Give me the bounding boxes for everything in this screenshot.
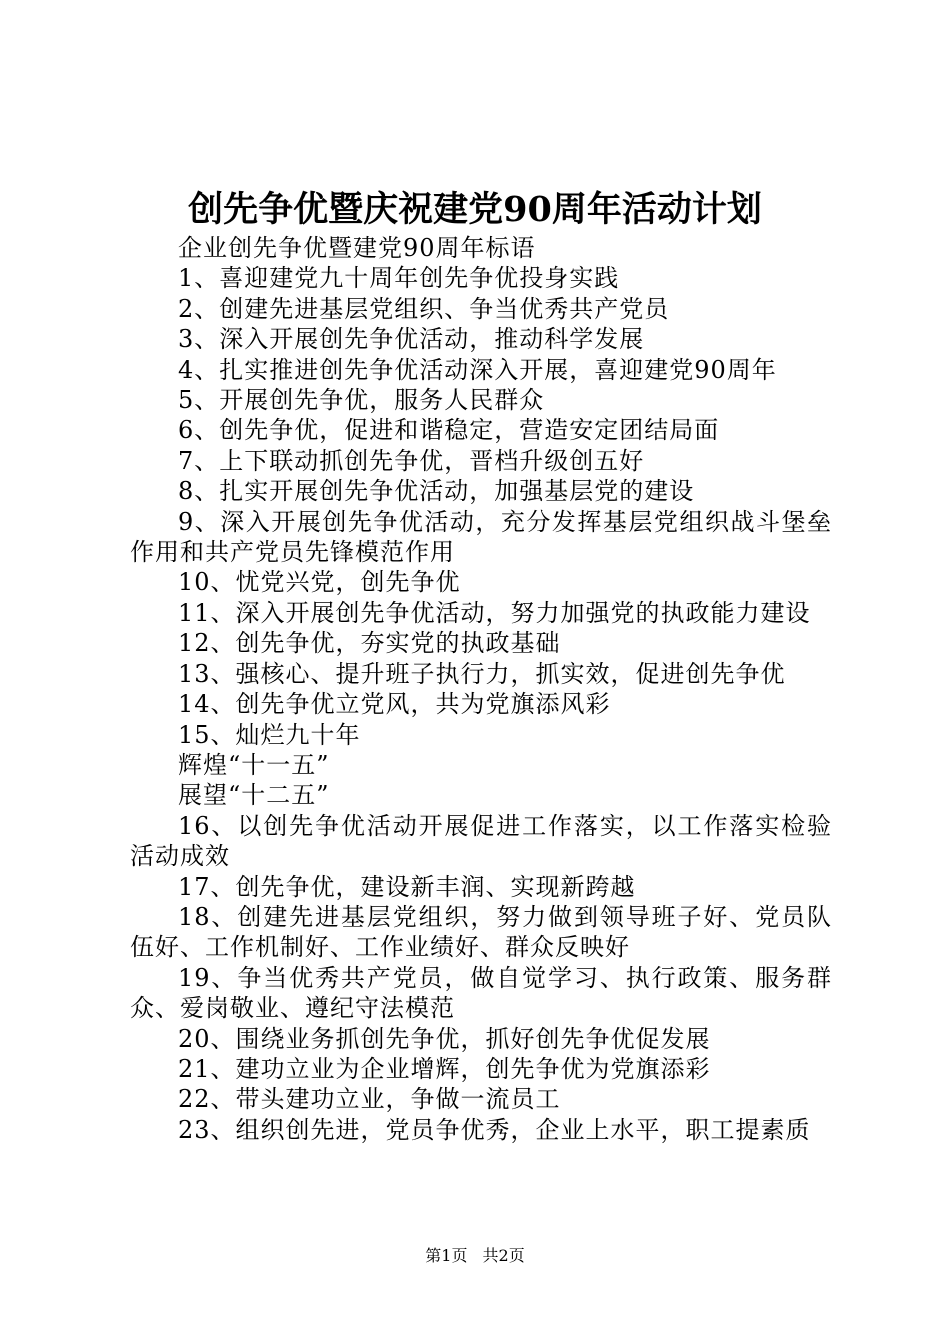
slogan-paragraph: 20、围绕业务抓创先争优，抓好创先争优促发展 [178, 1024, 711, 1053]
slogan-paragraph: 展望“十二五” [178, 781, 330, 810]
slogan-paragraph: 17、创先争优，建设新丰润、实现新跨越 [178, 872, 636, 901]
slogan-paragraph: 11、深入开展创先争优活动，努力加强党的执政能力建设 [178, 598, 811, 627]
document-body [130, 233, 832, 1145]
slogan-paragraph: 6、创先争优，促进和谐稳定，营造安定团结局面 [178, 416, 720, 445]
slogan-paragraph: 21、建功立业为企业增辉，创先争优为党旗添彩 [178, 1054, 711, 1083]
slogan-paragraph: 辉煌“十一五” [178, 750, 330, 779]
document-title: 创先争优暨庆祝建党90周年活动计划 [188, 189, 762, 230]
page-total: 共2页 [482, 1246, 525, 1265]
page-number: 第1页 [425, 1246, 468, 1265]
slogan-paragraph: 4、扎实推进创先争优活动深入开展，喜迎建党90周年 [178, 355, 777, 384]
slogan-paragraph: 2、创建先进基层党组织、争当优秀共产党员 [178, 294, 670, 323]
slogan-paragraph: 5、开展创先争优，服务人民群众 [178, 386, 545, 415]
slogan-paragraph: 1、喜迎建党九十周年创先争优投身实践 [178, 264, 620, 293]
slogan-paragraph: 13、强核心、提升班子执行力，抓实效，促进创先争优 [178, 659, 786, 688]
slogan-paragraph: 22、带头建功立业，争做一流员工 [178, 1085, 561, 1114]
slogan-paragraph: 16、以创先争优活动开展促进工作落实，以工作落实检验活动成效 [130, 811, 832, 871]
slogan-paragraph: 19、争当优秀共产党员，做自觉学习、执行政策、服务群众、爱岗敬业、遵纪守法模范 [130, 963, 832, 1023]
slogan-paragraph: 23、组织创先进，党员争优秀，企业上水平，职工提素质 [178, 1115, 811, 1144]
slogan-paragraph: 12、创先争优，夯实党的执政基础 [178, 629, 561, 658]
slogan-paragraph: 7、上下联动抓创先争优，晋档升级创五好 [178, 446, 645, 475]
slogan-paragraph: 9、深入开展创先争优活动，充分发挥基层党组织战斗堡垒作用和共产党员先锋模范作用 [130, 507, 832, 567]
slogan-paragraph: 10、忧党兴党，创先争优 [178, 568, 461, 597]
slogan-paragraph: 15、灿烂九十年 [178, 720, 361, 749]
slogan-paragraph: 18、创建先进基层党组织，努力做到领导班子好、党员队伍好、工作机制好、工作业绩好、群众反映好 [130, 902, 832, 962]
page-footer [0, 1244, 950, 1268]
slogan-paragraph: 企业创先争优暨建党90周年标语 [178, 234, 536, 262]
slogan-paragraph: 3、深入开展创先争优活动，推动科学发展 [178, 325, 645, 354]
slogan-paragraph: 14、创先争优立党风，共为党旗添风彩 [178, 690, 611, 719]
slogan-paragraph: 8、扎实开展创先争优活动，加强基层党的建设 [178, 477, 695, 506]
